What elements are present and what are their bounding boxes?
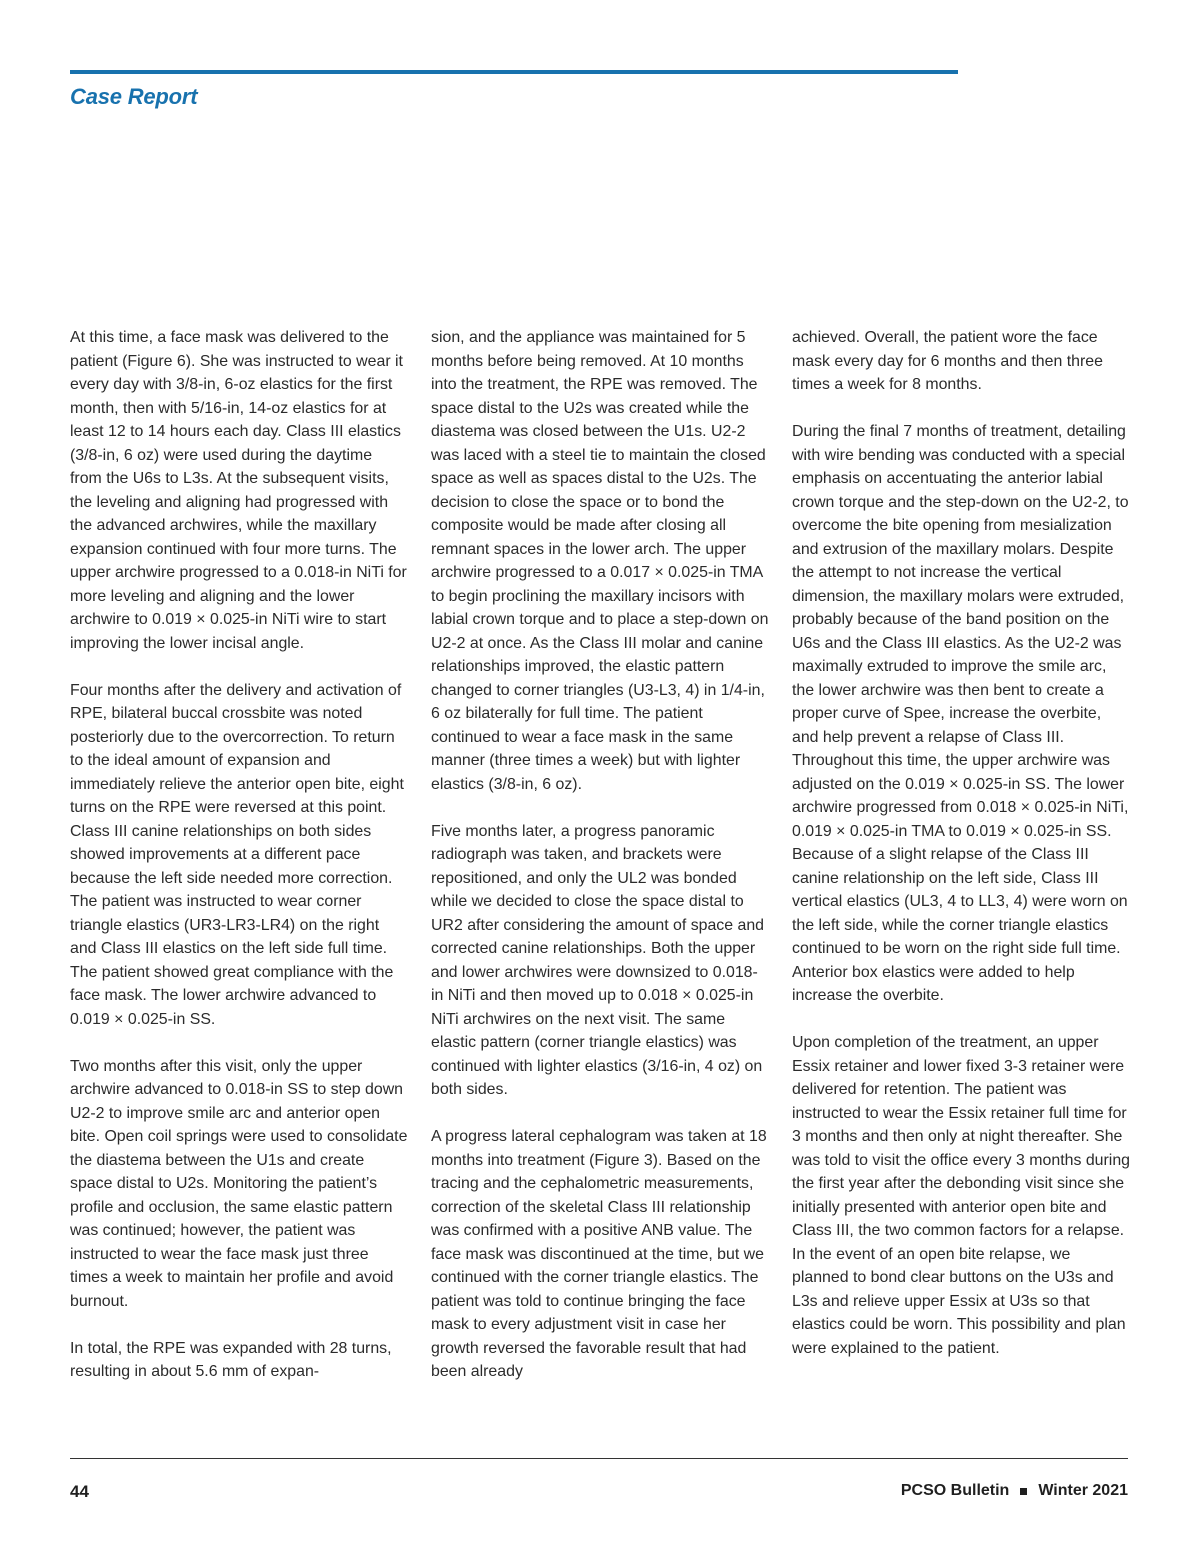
square-bullet-icon: [1020, 1488, 1027, 1495]
paragraph: At this time, a face mask was delivered to the patient (Figure 6). She was instructed to wear it every day with 3/8-in, 6-oz elastics for the first month, then with 5/16-in, 14-oz elastics for at least 12 to 14 hours each day. Class III elastics (3/8-in, 6 oz) were used during the daytime from the U6s to L3s. At the subsequent visits, the leveling and aligning had progressed with the advanced archwires, while the maxillary expansion continued with four more turns. The upper archwire progressed to a 0.018-in NiTi for more leveling and aligning and the lower archwire to 0.019 × 0.025-in NiTi wire to start improving the lower incisal angle.: [70, 329, 407, 652]
paragraph: achieved. Overall, the patient wore the face mask every day for 6 months and then three times a week for 8 months.: [792, 329, 1103, 393]
section-label: Case Report: [70, 84, 198, 109]
issue-date: Winter 2021: [1038, 1482, 1128, 1499]
text-column-1: [70, 326, 408, 1384]
publication-name: PCSO Bulletin: [900, 1482, 1010, 1499]
paragraph: A progress lateral cephalogram was taken at 18 months into treatment (Figure 3). Based on the tracing and the cephalometric measurements, correction of the skeletal Class III relationship was confirmed with a positive ANB value. The face mask was discontinued at the time, but we continued with the corner triangle elastics. The patient was told to continue bringing the face mask to every adjustment visit in case her growth reversed the favorable result that had been already: [431, 1128, 767, 1380]
header-rule: [70, 70, 958, 74]
paragraph: During the final 7 months of treatment, detailing with wire bending was conducted with a special emphasis on accentuating the anterior labial crown torque and the step-down on the U2-2, to overcome the bite opening from mesialization and extrusion of the maxillary molars. Despite the attempt to not increase the vertical dimension, the maxillary molars were extruded, probably because of the band position on the U6s and the Class III elastics. As the U2-2 was maximally extruded to improve the smile arc, the lower archwire was then bent to create a proper curve of Spee, increase the overbite, and help prevent a relapse of Class III. Throughout this time, the upper archwire was adjusted on the 0.019 × 0.025-in SS. The lower archwire progressed from 0.018 × 0.025-in NiTi, 0.019 × 0.025-in TMA to 0.019 × 0.025-in SS. Because of a slight relapse of the Class III canine relationship on the left side, Class III vertical elastics (UL3, 4 to LL3, 4) were worn on the left side, while the corner triangle elastics continued to be worn on the right side full time. Anterior box elastics were added to help increase the overbite.: [792, 423, 1129, 1004]
paragraph: Two months after this visit, only the upper archwire advanced to 0.018-in SS to step down U2-2 to improve smile arc and anterior open bite. Open coil springs were used to consolidate the diastema between the U1s and create space distal to U2s. Monitoring the patient’s profile and occlusion, the same elastic pattern was continued; however, the patient was instructed to wear the face mask just three times a week to maintain her profile and avoid burnout.: [70, 1057, 408, 1310]
paragraph: Five months later, a progress panoramic radiograph was taken, and brackets were repositioned, and only the UL2 was bonded while we decided to close the space distal to UR2 after considering the amount of space and corrected canine relationships. Both the upper and lower archwires were downsized to 0.018-in NiTi and then moved up to 0.018 × 0.025-in NiTi archwires on the next visit. The same elastic pattern (corner triangle elastics) was continued with lighter elastics (3/16-in, 4 oz) on both sides.: [431, 822, 765, 1098]
paragraph: In total, the RPE was expanded with 28 turns, resulting in about 5.6 mm of expan-: [70, 1339, 392, 1380]
paragraph: Four months after the delivery and activation of RPE, bilateral buccal crossbite was noted posteriorly due to the overcorrection. To return to the ideal amount of expansion and immediately relieve the anterior open bite, eight turns on the RPE were reversed at this point. Class III canine relationships on both sides showed improvements at a different pace because the left side needed more correction. The patient was instructed to wear corner triangle elastics (UR3-LR3-LR4) on the right and Class III elastics on the left side full time. The patient showed great compliance with the face mask. The lower archwire advanced to 0.019 × 0.025-in SS.: [70, 681, 404, 1028]
paragraph: sion, and the appliance was maintained for 5 months before being removed. At 10 months into the treatment, the RPE was removed. The space distal to the U2s was created while the diastema was closed between the U1s. U2-2 was laced with a steel tie to maintain the closed space as well as spaces distal to the U2s. The decision to close the space or to bond the composite would be made after closing all remnant spaces in the lower arch. The upper archwire progressed to a 0.017 × 0.025-in TMA to begin proclining the maxillary incisors with labial crown torque and to place a step-down on U2-2 at once. As the Class III molar and canine relationships improved, the elastic pattern changed to corner triangles (U3-L3, 4) in 1/4-in, 6 oz bilaterally for full time. The patient continued to wear a face mask in the same manner (three times a week) but with lighter elastics (3/8-in, 6 oz).: [431, 329, 769, 793]
footer-publication-info: [901, 1482, 1128, 1500]
page-number: 44: [70, 1482, 89, 1501]
paragraph: Upon completion of the treatment, an upper Essix retainer and lower fixed 3-3 retainer were delivered for retention. The patient was instructed to wear the Essix retainer full time for 3 months and then only at night thereafter. She was told to visit the office every 3 months during the first year after the debonding visit since she initially presented with anterior open bite and Class III, the two common factors for a relapse. In the event of an open bite relapse, we planned to bond clear buttons on the U3s and L3s and relieve upper Essix at U3s so that elastics could be worn. This possibility and plan were explained to the patient.: [792, 1034, 1130, 1357]
text-column-2: [431, 326, 769, 1384]
text-column-3: [792, 326, 1130, 1360]
footer-rule: [70, 1458, 1128, 1459]
